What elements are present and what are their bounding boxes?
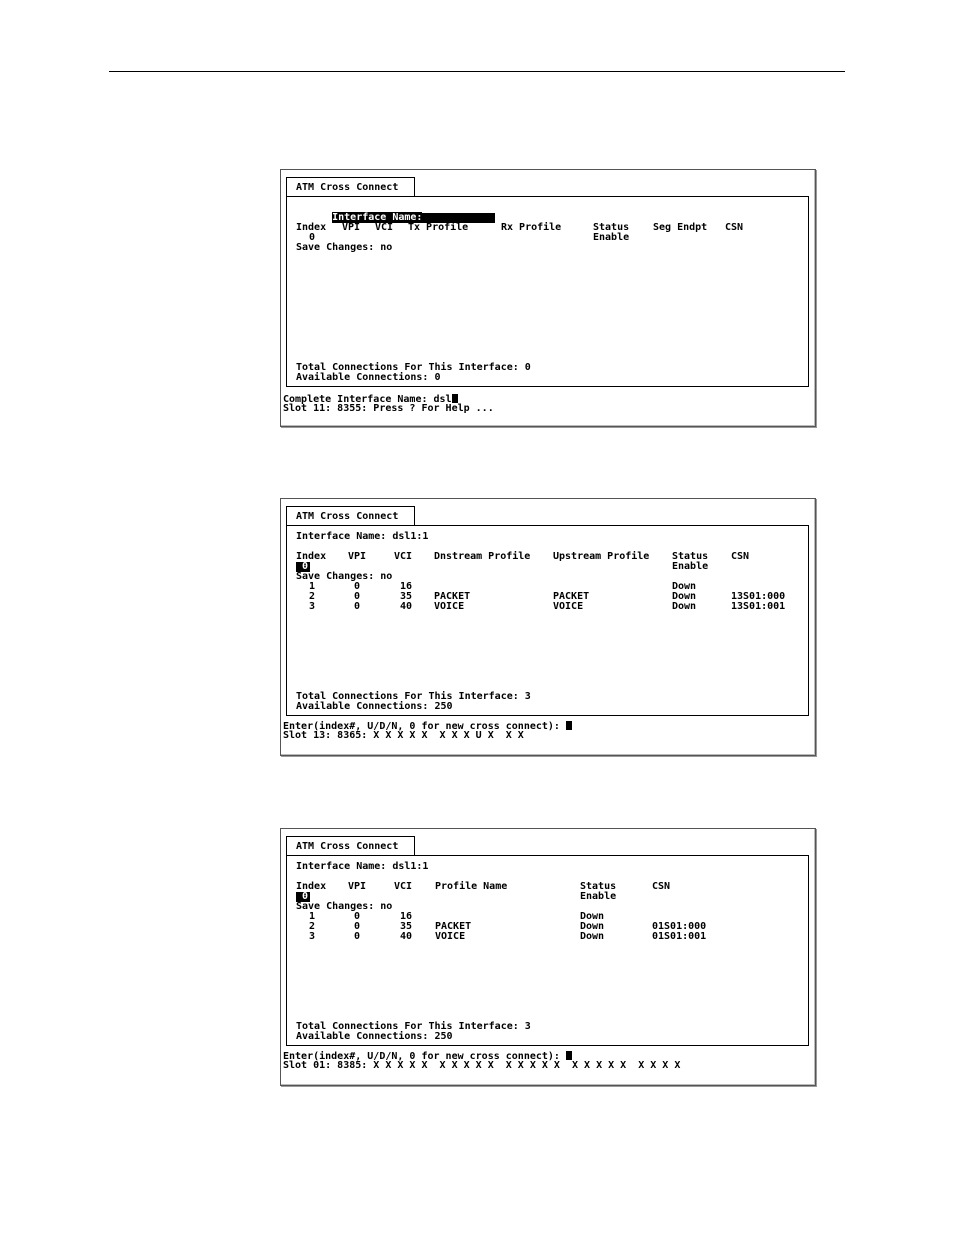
column-header-index: Index [296, 551, 327, 562]
row-vci: 35 [400, 921, 413, 932]
row-dnstream-profile: VOICE [434, 601, 465, 612]
column-header-vci: VCI [375, 222, 394, 233]
column-header-status: Status [580, 881, 617, 892]
index-input[interactable]: 0 [296, 562, 310, 572]
row-status: Down [672, 601, 697, 612]
row-vpi: 0 [354, 591, 361, 602]
column-header-csn: CSN [725, 222, 744, 233]
row-upstream-profile: PACKET [553, 591, 590, 602]
column-header-status: Status [672, 551, 709, 562]
text-cursor [566, 721, 572, 730]
cross-connect-panel [286, 525, 809, 716]
text-cursor [566, 1051, 572, 1060]
save-changes-field[interactable]: Save Changes: no [296, 242, 393, 253]
row-profile-name: VOICE [435, 931, 466, 942]
interface-name-label: Interface Name: [332, 212, 423, 223]
column-header-vci: VCI [394, 881, 413, 892]
row-vci: 16 [400, 911, 413, 922]
column-header-rx-profile: Rx Profile [501, 222, 562, 233]
column-header-vpi: VPI [348, 881, 367, 892]
row-csn: 01S01:001 [652, 931, 707, 942]
row-index: 2 [309, 591, 316, 602]
column-header-vci: VCI [394, 551, 413, 562]
row-index: 2 [309, 921, 316, 932]
cross-connect-panel [286, 196, 809, 387]
terminal-screen-3 [280, 828, 816, 1086]
available-connections: Available Connections: 0 [296, 372, 441, 383]
column-header-index: Index [296, 222, 327, 233]
column-header-vpi: VPI [348, 551, 367, 562]
column-header-upstream-profile: Upstream Profile [553, 551, 650, 562]
row-vpi: 0 [354, 921, 361, 932]
interface-name: Interface Name: dsl1:1 [296, 861, 429, 872]
interface-name: Interface Name: dsl1:1 [296, 531, 429, 542]
row-vpi: 0 [354, 931, 361, 942]
row-vci: 40 [400, 601, 413, 612]
row-csn: 13S01:001 [731, 601, 786, 612]
column-header-vpi: VPI [342, 222, 361, 233]
row-status: Down [672, 591, 697, 602]
page-header-rule [109, 71, 845, 72]
column-header-index: Index [296, 881, 327, 892]
available-connections: Available Connections: 250 [296, 701, 453, 712]
column-header-tx-profile: Tx Profile [408, 222, 469, 233]
row-vci: 40 [400, 931, 413, 942]
prompt-text: Enter(index#, U/D/N, 0 for new cross connect): [283, 1051, 560, 1062]
total-connections: Total Connections For This Interface: 0 [296, 362, 531, 373]
row-status: Down [672, 581, 697, 592]
column-header-csn: CSN [652, 881, 671, 892]
row-status: Down [580, 911, 605, 922]
row-index: 3 [309, 931, 316, 942]
row-profile-name: PACKET [435, 921, 472, 932]
total-connections: Total Connections For This Interface: 3 [296, 1021, 531, 1032]
row-vci: 35 [400, 591, 413, 602]
column-header-enable: Enable [593, 232, 630, 243]
row-csn: 13S01:000 [731, 591, 786, 602]
row-vci: 16 [400, 581, 413, 592]
row-vpi: 0 [354, 601, 361, 612]
row-status: Down [580, 921, 605, 932]
tab-atm-cross-connect[interactable]: ATM Cross Connect [286, 506, 415, 525]
save-changes-field[interactable]: Save Changes: no [296, 901, 393, 912]
row-vpi: 0 [354, 581, 361, 592]
status-line: Slot 11: 8355: Press ? For Help ... [283, 403, 494, 414]
save-changes-field[interactable]: Save Changes: no [296, 571, 393, 582]
prompt-text: Complete Interface Name: dsl [283, 394, 452, 405]
prompt-text: Enter(index#, U/D/N, 0 for new cross connect): [283, 721, 560, 732]
row-csn: 01S01:000 [652, 921, 707, 932]
available-connections: Available Connections: 250 [296, 1031, 453, 1042]
column-header-enable: Enable [672, 561, 709, 572]
column-header-status: Status [593, 222, 630, 233]
terminal-screen-2 [280, 498, 816, 756]
column-header-profile-name: Profile Name [435, 881, 508, 892]
row-status: Down [580, 931, 605, 942]
terminal-screen-1 [280, 169, 816, 427]
index-input[interactable]: 0 [309, 232, 316, 243]
row-index: 1 [309, 911, 316, 922]
tab-atm-cross-connect[interactable]: ATM Cross Connect [286, 836, 415, 855]
text-cursor [452, 394, 458, 403]
row-index: 1 [309, 581, 316, 592]
column-header-seg-endpt: Seg Endpt [653, 222, 708, 233]
index-input[interactable]: 0 [296, 892, 310, 902]
status-line: Slot 01: 8385: X X X X X X X X X X X X X X X X X X X X X X X X [283, 1060, 681, 1071]
column-header-enable: Enable [580, 891, 617, 902]
column-header-dnstream-profile: Dnstream Profile [434, 551, 531, 562]
row-upstream-profile: VOICE [553, 601, 584, 612]
status-line: Slot 13: 8365: X X X X X X X X U X X X [283, 730, 524, 741]
column-header-csn: CSN [731, 551, 750, 562]
row-index: 3 [309, 601, 316, 612]
row-vpi: 0 [354, 911, 361, 922]
total-connections: Total Connections For This Interface: 3 [296, 691, 531, 702]
tab-atm-cross-connect[interactable]: ATM Cross Connect [286, 177, 415, 196]
cross-connect-panel [286, 855, 809, 1046]
row-dnstream-profile: PACKET [434, 591, 471, 602]
